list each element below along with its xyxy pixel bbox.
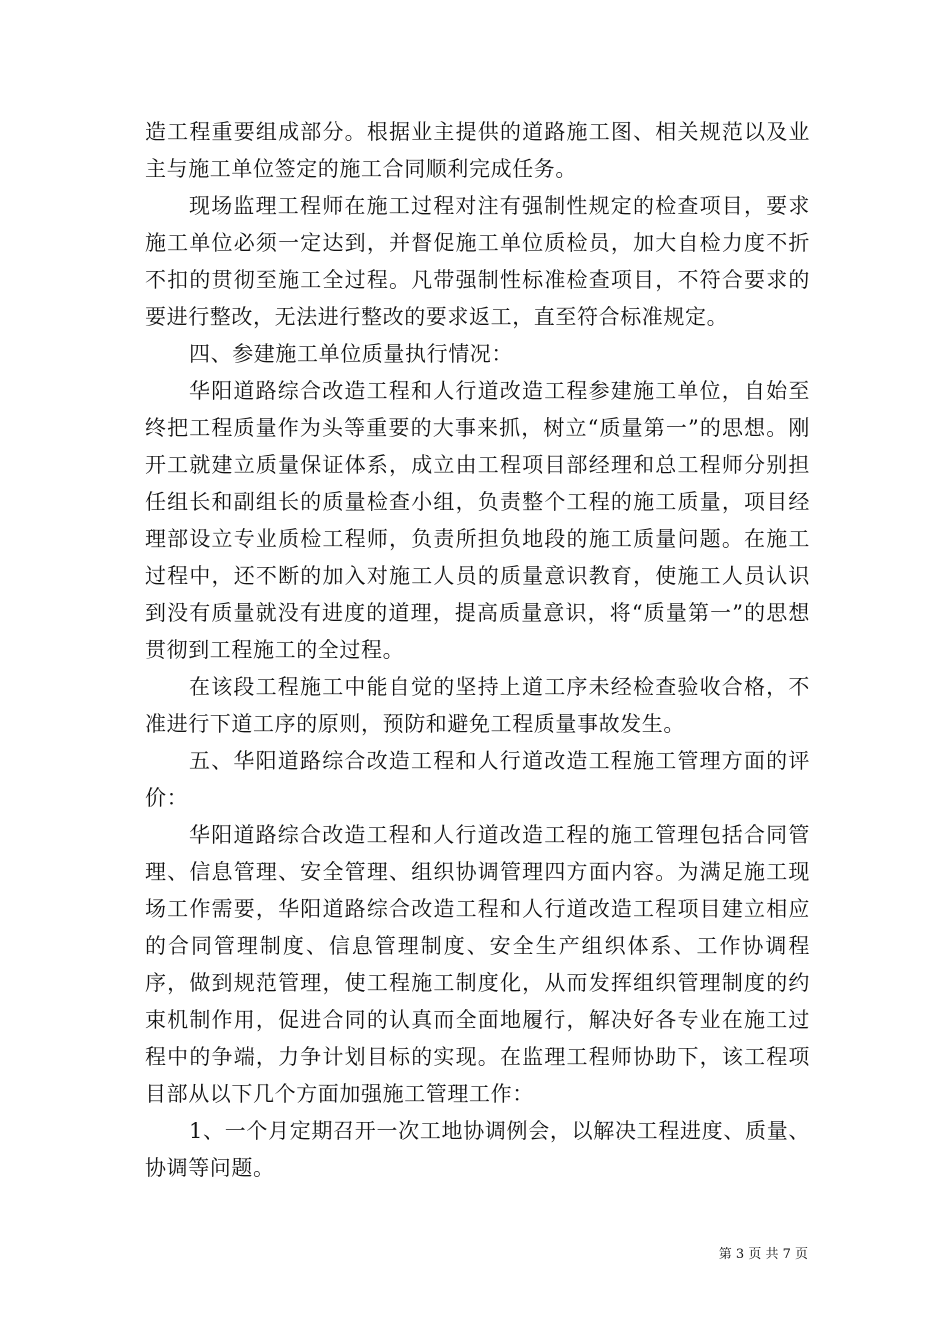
paragraph-5: 华阳道路综合改造工程和人行道改造工程的施工管理包括合同管理、信息管理、安全管理、组织协调管理四方面内容。为满足施工现场工作需要，华阳道路综合改造工程和人行道改造工程项目建立相应的合同管理制度、信息管理制度、安全生产组织体系、工作协调程序，做到规范管理，使工程施工制度化，从而发挥组织管理制度的约束机制作用，促进合同的认真而全面地履行，解决好各专业在施工过程中的争端，力争计划目标的实现。在监理工程师协助下，该工程项目部从以下几个方面加强施工管理工作： — [145, 823, 810, 1106]
document-body — [145, 114, 810, 1187]
section-heading-4: 四、参建施工单位质量执行情况： — [189, 342, 513, 366]
section-heading-5: 五、华阳道路综合改造工程和人行道改造工程施工管理方面的评价： — [145, 749, 810, 810]
page-number-footer: 第 3 页 共 7 页 — [718, 1247, 808, 1262]
paragraph-4: 在该段工程施工中能自觉的坚持上道工序未经检查验收合格，不准进行下道工序的原则，预防和避免工程质量事故发生。 — [145, 675, 810, 736]
paragraph-3: 华阳道路综合改造工程和人行道改造工程参建施工单位，自始至终把工程质量作为头等重要的大事来抓，树立“质量第一”的思想。刚开工就建立质量保证体系，成立由工程项目部经理和总工程师分别担任组长和副组长的质量检查小组，负责整个工程的施工质量，项目经理部设立专业质检工程师，负责所担负地段的施工质量问题。在施工过程中，还不断的加入对施工人员的质量意识教育，使施工人员认识到没有质量就没有进度的道理，提高质量意识，将“质量第一”的思想贯彻到工程施工的全过程。 — [145, 379, 810, 662]
list-item-1: 1、一个月定期召开一次工地协调例会，以解决工程进度、质量、协调等问题。 — [145, 1119, 810, 1180]
paragraph-1: 造工程重要组成部分。根据业主提供的道路施工图、相关规范以及业主与施工单位签定的施工合同顺利完成任务。 — [145, 120, 810, 181]
paragraph-2: 现场监理工程师在施工过程对注有强制性规定的检查项目，要求施工单位必须一定达到，并督促施工单位质检员，加大自检力度不折不扣的贯彻至施工全过程。凡带强制性标准检查项目，不符合要求的要进行整改，无法进行整改的要求返工，直至符合标准规定。 — [145, 194, 810, 329]
